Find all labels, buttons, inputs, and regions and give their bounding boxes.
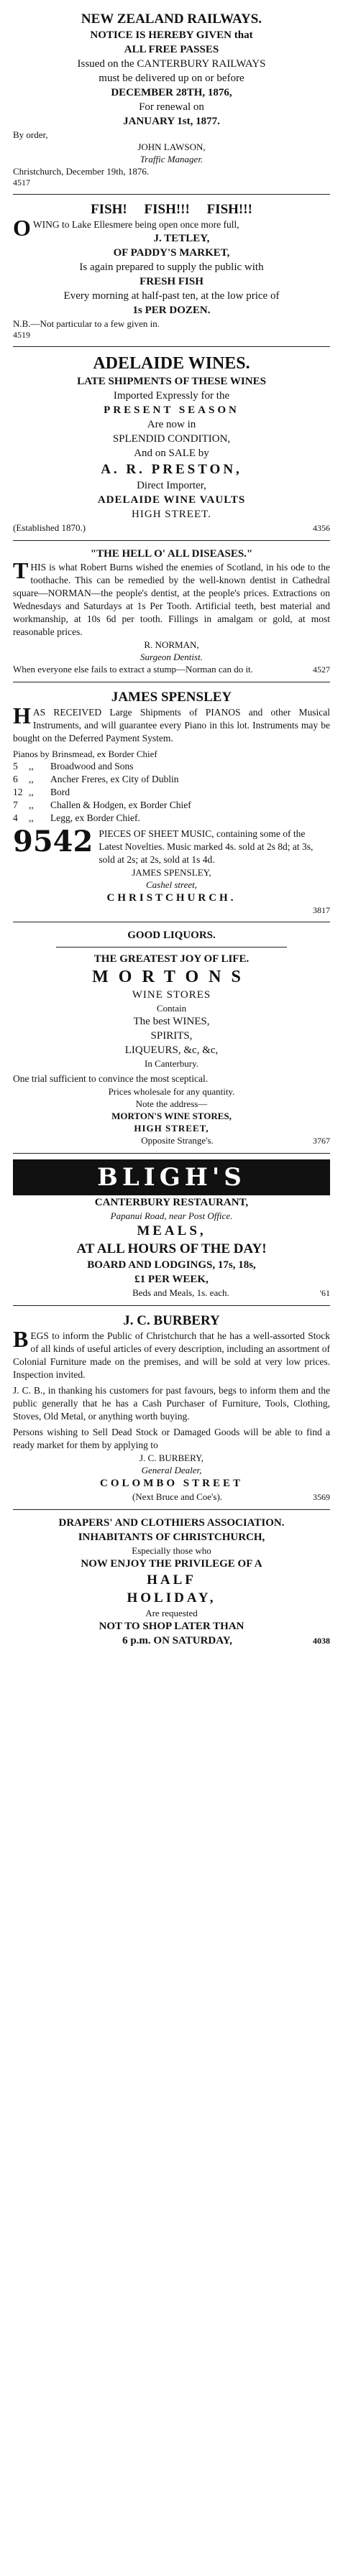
railways-signer: JOHN LAWSON, xyxy=(137,142,206,152)
drapers-holiday: HOLIDAY, xyxy=(127,1590,216,1606)
mortons-address-2: HIGH STREET, xyxy=(134,1123,209,1134)
spensley-number: 3817 xyxy=(313,905,330,915)
burbery-heading: J. C. BURBERY xyxy=(123,1313,220,1328)
adelaide-line-2: Imported Expressly for the xyxy=(113,390,230,402)
dentist-signer: R. NORMAN, xyxy=(144,639,199,650)
piano-desc: Bord xyxy=(50,787,70,797)
mortons-heading: GOOD LIQUORS. xyxy=(127,930,216,941)
piano-qty: 5 xyxy=(13,761,18,772)
blighs-advert xyxy=(13,1154,330,1306)
spensley-sheet-number: 9542 xyxy=(13,825,93,858)
piano-row xyxy=(13,799,330,812)
blighs-per-week: £1 PER WEEK, xyxy=(134,1274,209,1285)
fish-note: N.B.—Not particular to a few given in. xyxy=(13,318,160,329)
fish-line-6: 1s PER DOZEN. xyxy=(132,305,211,316)
mortons-address-intro: Note the address— xyxy=(135,1098,208,1109)
spensley-pianos-intro: Pianos by Brinsmead, ex Border Chief xyxy=(13,749,157,759)
piano-ditto: ,, xyxy=(29,812,34,823)
mortons-line-1: WINE STORES xyxy=(132,989,211,1001)
drapers-line-5: NOT TO SHOP LATER THAN xyxy=(99,1621,244,1632)
piano-qty: 4 xyxy=(13,812,18,823)
fish-line-3: Is again prepared to supply the public with xyxy=(79,261,264,273)
mortons-line-3: The best WINES, xyxy=(133,1016,210,1027)
drapers-line-3: NOW ENJOY THE PRIVILEGE OF A xyxy=(81,1558,262,1570)
piano-row xyxy=(13,760,330,773)
piano-qty: 7 xyxy=(13,800,18,810)
railways-line-2: ALL FREE PASSES xyxy=(124,44,219,55)
burbery-signer-title: General Dealer, xyxy=(141,1465,202,1475)
dentist-advert xyxy=(13,541,330,682)
piano-row xyxy=(13,812,330,825)
adelaide-established: (Established 1870.) xyxy=(13,522,86,533)
drapers-line-4: Are requested xyxy=(145,1608,198,1618)
piano-desc: Broadwood and Sons xyxy=(50,761,134,772)
dentist-heading: "THE HELL O' ALL DISEASES." xyxy=(90,548,253,560)
mortons-address-1: MORTON'S WINE STORES, xyxy=(111,1111,232,1121)
adelaide-line-3: PRESENT SEASON xyxy=(104,404,239,416)
burbery-body: BEGS to inform the Public of Christchurch that he has a well-assorted Stock of all kinds of useful articles of every description, including an assortment of Colonial Furniture made on the premises, and will be sold at very low prices. Inspection invited. xyxy=(13,1326,330,1380)
mortons-divider xyxy=(56,947,287,948)
railways-signer-title: Traffic Manager. xyxy=(140,154,203,165)
piano-desc: Challen & Hodgen, ex Border Chief xyxy=(50,800,191,810)
adelaide-footer xyxy=(13,522,330,534)
burbery-footer xyxy=(13,1491,330,1504)
adelaide-line-9: ADELAIDE WINE VAULTS xyxy=(97,494,246,506)
newspaper-column xyxy=(13,0,330,1662)
mortons-address-3: Opposite Strange's. xyxy=(141,1135,214,1146)
dentist-number: 4527 xyxy=(313,664,330,675)
dentist-footer xyxy=(13,663,330,676)
piano-qty: 6 xyxy=(13,774,18,784)
piano-desc: Legg, ex Border Chief. xyxy=(50,812,140,823)
mortons-number: 3767 xyxy=(313,1136,330,1146)
adelaide-wines-advert xyxy=(13,347,330,541)
dentist-tail: When everyone else fails to extract a stump—Norman can do it. xyxy=(13,664,253,675)
burbery-locator: (Next Bruce and Coe's). xyxy=(132,1491,223,1502)
burbery-advert xyxy=(13,1306,330,1510)
blighs-beds: Beds and Meals, 1s. each. xyxy=(132,1287,229,1298)
spensley-body: HAS RECEIVED Large Shipments of PIANOS and other Musical Instruments, and will guarantee every Piano in this lot. Instruments may be bought on the Deferred Payment System. xyxy=(13,703,330,743)
spensley-city: CHRISTCHURCH. xyxy=(106,892,237,904)
blighs-number: '61 xyxy=(319,1288,330,1298)
burbery-body-2: J. C. B., in thanking his customers for past favours, begs to inform them and the public generally that he has a Cash Purchaser of Furniture, Tools, Clothing, Stoves, Old Metal, or anything worth buying. xyxy=(13,1385,330,1422)
mortons-advert xyxy=(13,922,330,1154)
adelaide-line-7: A. R. PRESTON, xyxy=(101,462,242,477)
burbery-number: 3569 xyxy=(313,1492,330,1502)
fish-line-1: J. TETLEY, xyxy=(153,233,210,244)
drapers-number: 4038 xyxy=(313,1636,330,1646)
mortons-brand: MORTONS xyxy=(92,968,251,986)
adelaide-line-5: SPLENDID CONDITION, xyxy=(112,433,231,445)
adelaide-heading: ADELAIDE WINES. xyxy=(93,354,250,373)
railways-heading: NEW ZEALAND RAILWAYS. xyxy=(81,11,262,27)
mortons-line-5: LIQUEURS, &c, &c, xyxy=(124,1044,219,1056)
blighs-heading: CANTERBURY RESTAURANT, xyxy=(94,1197,249,1208)
piano-ditto: ,, xyxy=(29,761,34,772)
spensley-sheet-music xyxy=(13,825,330,866)
fish-advert xyxy=(13,195,330,347)
railways-dateline: Christchurch, December 19th, 1876. xyxy=(13,166,150,177)
blighs-board: BOARD AND LODGINGS, 17s, 18s, xyxy=(87,1259,256,1271)
drapers-footer xyxy=(13,1634,330,1648)
mortons-line-4: SPIRITS, xyxy=(150,1030,193,1042)
drapers-advert xyxy=(13,1510,330,1654)
railways-line-5: DECEMBER 28TH, 1876, xyxy=(111,87,232,98)
blighs-footer xyxy=(13,1287,330,1299)
drapers-heading: DRAPERS' AND CLOTHIERS ASSOCIATION. xyxy=(58,1517,285,1529)
railways-line-6: For renewal on xyxy=(139,101,204,113)
blighs-location: Papanui Road, near Post Office. xyxy=(110,1210,233,1221)
spensley-signer: JAMES SPENSLEY, xyxy=(132,867,211,878)
fish-heading: FISH! FISH!!! FISH!!! xyxy=(91,202,252,217)
burbery-signer: J. C. BURBERY, xyxy=(140,1453,203,1463)
blighs-hours: AT ALL HOURS OF THE DAY! xyxy=(76,1241,267,1256)
spensley-piano-list xyxy=(13,760,330,825)
adelaide-line-10: HIGH STREET. xyxy=(132,509,211,520)
mortons-prices: Prices wholesale for any quantity. xyxy=(108,1086,235,1097)
adelaide-number: 4356 xyxy=(313,523,330,533)
railways-line-7: JANUARY 1st, 1877. xyxy=(123,116,220,127)
spensley-heading: JAMES SPENSLEY xyxy=(111,690,232,705)
railways-line-3: Issued on the CANTERBURY RAILWAYS xyxy=(77,58,266,70)
piano-row xyxy=(13,773,330,786)
burbery-body-3: Persons wishing to Sell Dead Stock or Damaged Goods will be able to find a ready market for them by applying to xyxy=(13,1427,330,1450)
mortons-line-2: Contain xyxy=(156,1003,187,1014)
adelaide-line-6: And on SALE by xyxy=(134,448,209,459)
railways-line-4: must be delivered up on or before xyxy=(99,73,244,84)
drapers-line-6: 6 p.m. ON SATURDAY, xyxy=(122,1635,232,1646)
spensley-advert xyxy=(13,682,330,922)
fish-line-4: FRESH FISH xyxy=(140,276,203,287)
mortons-line-6: In Canterbury. xyxy=(145,1058,198,1069)
piano-row xyxy=(13,786,330,799)
burbery-street: COLOMBO STREET xyxy=(100,1478,243,1489)
mortons-trial: One trial sufficient to convince the most sceptical. xyxy=(13,1073,209,1084)
mortons-subheading: THE GREATEST JOY OF LIFE. xyxy=(93,953,250,965)
blighs-banner: BLIGH'S xyxy=(13,1159,330,1195)
railways-number: 4517 xyxy=(13,177,30,187)
mortons-footer xyxy=(13,1134,330,1147)
railways-notice xyxy=(13,4,330,195)
drapers-half: HALF xyxy=(147,1572,196,1588)
adelaide-line-8: Direct Importer, xyxy=(137,480,206,491)
fish-number: 4519 xyxy=(13,330,30,340)
fish-body: OWING to Lake Ellesmere being open once more full, xyxy=(13,215,239,241)
spensley-sheet-text: PIECES OF SHEET MUSIC, containing some of the Latest Novelties. Music marked 4s. sold at 2s 8d; at 3s, sold at 2s; at 2s, sold at 1s 4d. xyxy=(99,828,314,865)
adelaide-line-4: Are now in xyxy=(147,419,196,430)
drapers-line-1: INHABITANTS OF CHRISTCHURCH, xyxy=(78,1532,265,1543)
railways-line-1: NOTICE IS HEREBY GIVEN that xyxy=(90,29,253,41)
drapers-line-2: Especially those who xyxy=(132,1545,211,1556)
piano-qty: 12 xyxy=(13,787,23,797)
piano-ditto: ,, xyxy=(29,800,34,810)
dentist-body: THIS is what Robert Burns wished the enemies of Scotland, in his ode to the toothache. This can be remedied by the well-known dentist in Cathedral square—NORMAN—the people's dentist, at the people's prices. Extractions on Wednesdays and Saturdays at 1s Per Tooth. Artificial teeth, best material and workmanship, at 10s 6d per tooth. Fillings in amalgam or gold, at most reasonable prices. xyxy=(13,557,330,637)
adelaide-line-1: LATE SHIPMENTS OF THESE WINES xyxy=(77,376,266,387)
dentist-signer-title: Surgeon Dentist. xyxy=(140,652,203,662)
piano-ditto: ,, xyxy=(29,787,34,797)
fish-line-2: OF PADDY'S MARKET, xyxy=(113,247,230,259)
fish-line-5: Every morning at half-past ten, at the low price of xyxy=(63,290,280,302)
piano-desc: Ancher Freres, ex City of Dublin xyxy=(50,774,179,784)
blighs-meals: MEALS, xyxy=(137,1223,206,1238)
spensley-street: Cashel street, xyxy=(145,879,197,890)
railways-by-order: By order, xyxy=(13,129,48,140)
piano-ditto: ,, xyxy=(29,774,34,784)
